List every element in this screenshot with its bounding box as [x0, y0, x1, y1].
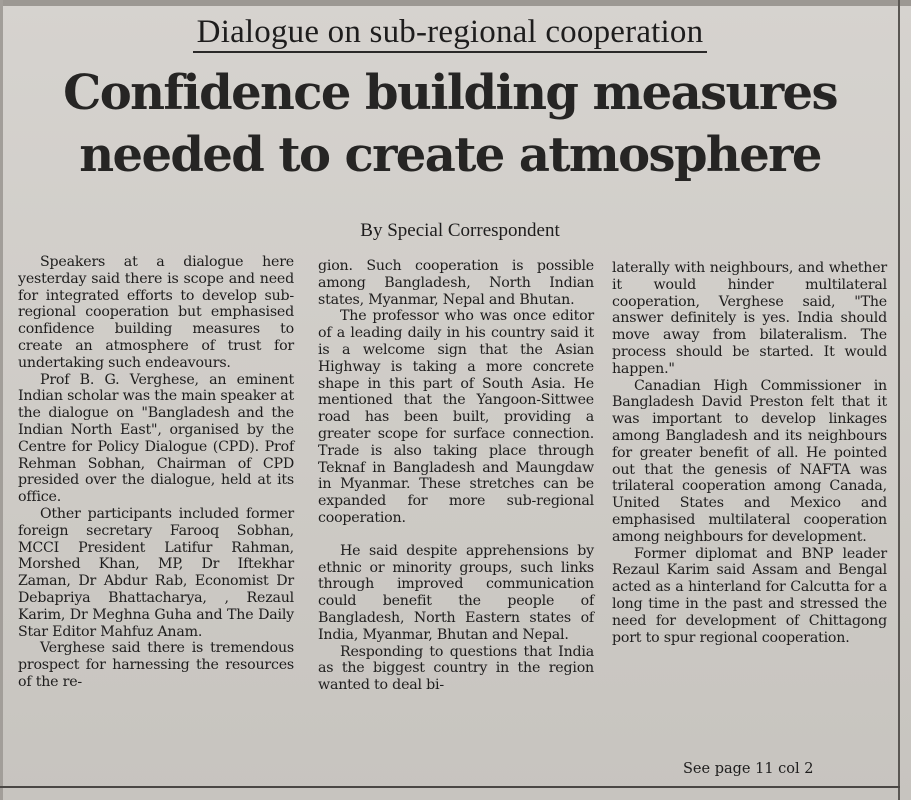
text-column-1 [18, 254, 294, 691]
headline-line-1: Confidence building measures [63, 65, 837, 121]
headline [10, 62, 890, 186]
headline-line-2: needed to create atmosphere [79, 127, 821, 183]
paragraph: Responding to questions that India as the biggest country in the region wanted to deal bi- [318, 643, 594, 694]
paragraph: Verghese said there is tremendous prospect for harnessing the resources of the re- [18, 640, 294, 690]
paragraph: The professor who was once editor of a leading daily in his country said it is a welcome sign that the Asian Highway is taking a more concrete shape in this part of South Asia. He mentioned that the Yangoon-Sittwee road has been built, providing a greater scope for surface connection. Trade is also taking place through Teknaf in Bangladesh and Maungdaw in Myanmar. These stretches can be expanded for more sub-regional cooperation. [318, 308, 594, 526]
paragraph: Prof B. G. Verghese, an eminent Indian scholar was the main speaker at the dialogue on "Bangladesh and the Indian North East", organised by the Centre for Policy Dialogue (CPD). Prof Rehman Sobhan, Chairman of CPD presided over the dialogue, held at its office. [18, 371, 294, 506]
left-edge [0, 0, 3, 800]
continued-on-link: See page 11 col 2 [683, 761, 814, 777]
paragraph: Canadian High Commissioner in Bangladesh David Preston felt that it was important to develop linkages among Bangladesh and its neighbours for greater benefit of all. He pointed out that the genesis of NAFTA was trilateral cooperation among Canada, United States and Mexico and emphasised multilateral cooperation among neighbours for development. [612, 377, 887, 545]
column-rule-right [898, 0, 900, 800]
paragraph: Former diplomat and BNP leader Rezaul Karim said Assam and Bengal acted as a hinterland for Calcutta for a long time in the past and stressed the need for development of Chittagong port to spur regional cooperation. [612, 545, 887, 646]
bottom-rule [0, 786, 900, 788]
text-column-2 [318, 258, 594, 694]
paragraph: He said despite apprehensions by ethnic or minority groups, such links through improved communication could benefit the people of Bangladesh, North Eastern states of India, Myanmar, Bhutan and Nepal. [318, 542, 594, 643]
paragraph: Speakers at a dialogue here yesterday said there is scope and need for integrated efforts to develop sub-regional cooperation but emphasised confidence building measures to create an atmosphere of trust for undertaking such endeavours. [18, 254, 294, 371]
text-column-3 [612, 260, 887, 646]
kicker-text: Dialogue on sub-regional cooperation [193, 14, 708, 53]
byline: By Special Correspondent [360, 220, 560, 241]
paragraph: Other participants included former foreign secretary Farooq Sobhan, MCCI President Latifur Rahman, Morshed Khan, MP, Dr Iftekhar Zaman, Dr Abdur Rab, Economist Dr Debapriya Bhattacharya, , Rezaul Karim, Dr Meghna Guha and The Daily Star Editor Mahfuz Anam. [18, 505, 294, 640]
paragraph: laterally with neighbours, and whether it would hinder multilateral cooperation, Verghese said, "The answer definitely is yes. India should move away from bilateralism. The process should be started. It would happen." [612, 260, 887, 377]
kicker [0, 12, 900, 52]
paragraph: gion. Such cooperation is possible among Bangladesh, North Indian states, Myanmar, Nepal and Bhutan. [318, 258, 594, 308]
top-edge [0, 0, 911, 6]
